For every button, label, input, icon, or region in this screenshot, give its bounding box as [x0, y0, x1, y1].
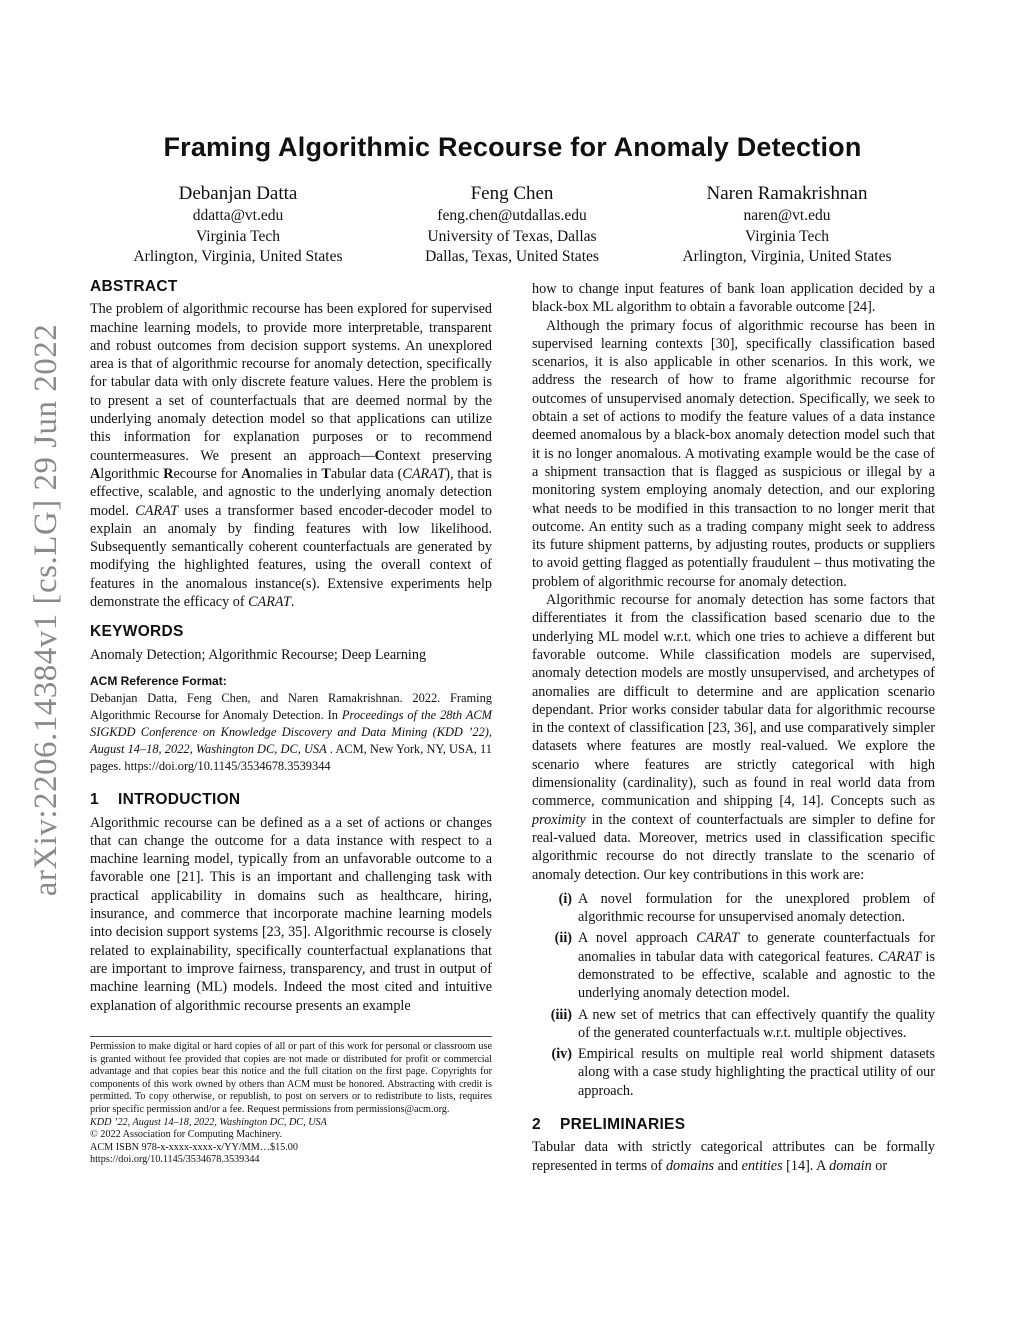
acm-reference-heading: ACM Reference Format:: [90, 673, 227, 688]
acronym-letter: T: [321, 465, 331, 482]
copyright-line: © 2022 Association for Computing Machinery.: [90, 1129, 283, 1141]
abstract-sentence: The problem of algorithmic recourse has been explored for supervised machine learning models, to provide more interpretable, transparent and robust outcomes from decision support systems. An unexplored area is that of algorithmic recourse for anomaly detection, specifically for tabular data with only discrete feature values. Here the problem is to present a set of counterfactuals that are deemed normal by the underlying anomaly detection model so that applications can utilize this information for explanation purposes or to recommend countermeasures. We present an approach—: [90, 301, 492, 464]
emphasized-term: domains: [665, 1157, 715, 1174]
conference-line: KDD ’22, August 14–18, 2022, Washington DC, DC, USA: [90, 1116, 327, 1128]
intro-paragraph: Although the primary focus of algorithmic recourse has been in supervised learning contexts [30], specifically classification based scenarios, it is also applicable in other scenarios. In this work, we address the research of how to frame algorithmic recourse for outcomes of unsupervised anomaly detection. Specifically, we seek to obtain a set of actions to modify the feature values of a data instance deemed anomalous by a black-box anomaly detection model such that it is no longer anomalous. A motivating example would be the case of a shipment transaction that is flagged as suspicious or illegal by a monitoring system employing anomaly detection, and our exploring what needs to be modified in this transaction to no longer merit that outcome. An entity such as a trading company might seek to address its future shipment patterns, by adjusting routes, products or suppliers to avoid getting flagged as potentially fraudulent – thus motivating the problem of algorithmic recourse for anomaly detection.: [532, 317, 935, 590]
acronym-letter: R: [163, 465, 174, 482]
author-name: Debanjan Datta: [178, 183, 298, 204]
list-item-text: [578, 929, 935, 1002]
method-name: CARAT: [878, 948, 921, 965]
author-location: Arlington, Virginia, United States: [133, 248, 343, 265]
permission-notice: Permission to make digital or hard copies of all or part of this work for personal or classroom use is granted without fee provided that copies are not made or distributed for profit or commercial advantage and that copies bear this notice and the full citation on the first page. Copyrights for components of this work owned by others than ACM must be honored. Abstracting with credit is permitted. To copy otherwise, or republish, to post on servers or to redistribute to lists, requires prior specific permission and/or a fee. Request permissions from permissions@acm.org.: [90, 1041, 492, 1115]
list-item: [532, 1006, 935, 1043]
abstract-sentence: ), that is effective, scalable, and agnostic to the underlying anomaly detection model.: [90, 465, 492, 519]
acronym-word: ontext preserving: [384, 447, 493, 464]
list-item-text: A novel formulation for the unexplored problem of algorithmic recourse for unsupervised anomaly detection.: [578, 890, 935, 926]
preliminaries-paragraph: [532, 1138, 935, 1175]
acronym-letter: A: [241, 465, 252, 482]
author-affiliation: Virginia Tech: [196, 227, 280, 245]
right-column: [532, 280, 935, 1175]
paragraph-part: [14]. A: [782, 1157, 830, 1174]
list-marker: (i): [558, 890, 572, 907]
paragraph-part: or: [871, 1157, 888, 1174]
list-marker: (iii): [550, 1006, 572, 1023]
method-name: CARAT: [402, 465, 446, 482]
method-name: CARAT: [696, 930, 740, 947]
author-email[interactable]: ddatta@vt.edu: [192, 207, 284, 224]
contributions-list: [532, 890, 935, 1100]
abstract-text: [90, 300, 492, 611]
author-email[interactable]: naren@vt.edu: [743, 207, 831, 224]
list-item-text: A new set of metrics that can effectively quantify the quality of the generated counterfactuals w.r.t. multiple objectives.: [578, 1006, 935, 1041]
section-number: 2: [532, 1116, 541, 1134]
abstract-heading: ABSTRACT: [90, 278, 178, 295]
section-title: INTRODUCTION: [118, 791, 241, 809]
left-column: [90, 278, 492, 1015]
emphasized-term: domain: [829, 1157, 872, 1174]
list-marker: (ii): [554, 930, 572, 947]
list-item-text: Empirical results on multiple real world shipment datasets along with a case study highlighting the practical utility of our approach.: [578, 1046, 935, 1099]
list-item-part: is demonstrated to be effective, scalable and agnostic to the underlying anomaly detection model.: [578, 948, 935, 1002]
list-item: [532, 929, 935, 1002]
acm-reference-part: Debanjan Datta, Feng Chen, and Naren Ramakrishnan. 2022. Framing Algorithmic Recourse for Anomaly Detection. In: [90, 691, 492, 723]
author-location: Arlington, Virginia, United States: [682, 248, 892, 265]
paragraph-part: in the context of counterfactuals are simpler to define for real-valued data. Moreover, metrics used in classification specific algorithmic recourse do not directly translate to the scenario of anomaly detection. Our key contributions in this work are:: [532, 811, 935, 883]
author-email[interactable]: feng.chen@utdallas.edu: [437, 207, 587, 224]
acm-reference-venue: Proceedings of the 28th ACM SIGKDD Conference on Knowledge Discovery and Data Mining (KDD ’22), August 14–18, 2022, Washington DC, DC, USA: [90, 708, 492, 757]
method-name: CARAT: [248, 594, 291, 611]
author-block: [367, 182, 657, 268]
acronym-word: ecourse for: [173, 465, 242, 482]
intro-continuation: how to change input features of bank loan application decided by a black-box ML algorithm to obtain a favorable outcome [24].: [532, 281, 935, 316]
author-name: Feng Chen: [470, 183, 554, 204]
copyright-footnote: [90, 1036, 492, 1167]
abstract-sentence: uses a transformer based encoder-decoder model to explain an anomaly by finding features with low likelihood. Subsequently semantically coherent counterfactuals are generated by modifying the highlighted features, using the overall context of features in the anomalous instance(s). Extensive experiments help demonstrate the efficacy of: [90, 502, 492, 611]
acm-reference-part: . ACM, New York, NY, USA, 11 pages. https://doi.org/10.1145/3534678.3539344: [90, 742, 492, 774]
abstract-sentence: .: [290, 594, 295, 611]
keywords-text: Anomaly Detection; Algorithmic Recourse; Deep Learning: [90, 646, 427, 663]
section-number: 1: [90, 791, 99, 809]
introduction-heading: [90, 791, 492, 809]
list-item: [532, 1045, 935, 1100]
author-affiliation: Virginia Tech: [745, 227, 829, 245]
isbn-line: ACM ISBN 978-x-xxxx-xxxx-x/YY/MM…$15.00: [90, 1141, 298, 1153]
paragraph-part: and: [714, 1157, 742, 1174]
arxiv-identifier-stamp[interactable]: arXiv:2206.14384v1 [cs.LG] 29 Jun 2022: [27, 323, 64, 897]
author-block: [642, 182, 932, 268]
acronym-word: nomalies in: [251, 465, 322, 482]
author-name: Naren Ramakrishnan: [706, 183, 868, 204]
list-item-part: A novel approach: [578, 930, 697, 947]
author-location: Dallas, Texas, United States: [425, 248, 599, 265]
acronym-word: lgorithmic: [100, 465, 164, 482]
list-item-part: to generate counterfactuals for anomalies in tabular data with categorical features.: [578, 930, 935, 965]
paper-title: Framing Algorithmic Recourse for Anomaly Detection: [163, 132, 862, 162]
doi-link[interactable]: https://doi.org/10.1145/3534678.3539344: [90, 1154, 260, 1166]
acronym-letter: A: [90, 465, 101, 482]
list-item: [532, 890, 935, 927]
section-title: PRELIMINARIES: [560, 1116, 686, 1134]
intro-paragraph: [532, 591, 935, 884]
method-name: CARAT: [135, 502, 179, 519]
author-affiliation: University of Texas, Dallas: [427, 227, 597, 245]
paragraph-part: Algorithmic recourse for anomaly detection has some factors that differentiates it from the classification based scenario due to the underlying ML model w.r.t. which one tries to achieve a different but favorable outcome. While classification models are supervised, anomaly detection models are mostly unsupervised, and archetypes of anomalies are difficult to determine and are application scenario dependant. Prior works consider tabular data for algorithmic recourse in the context of classification [23, 36], and use comparatively simpler datasets where features are mostly real-valued. We explore the scenario where features are strictly categorical with high dimensionality (cardinality), such as found in real world data from commerce, communication and shipping [4, 14]. Concepts such as: [532, 592, 935, 810]
acronym-letter: C: [374, 447, 385, 464]
acronym-word: abular data (: [330, 465, 403, 482]
emphasized-term: proximity: [532, 811, 586, 828]
introduction-paragraph: Algorithmic recourse can be defined as a a set of actions or changes that can change the outcome for a data instance with respect to a machine learning model, typically from an unfavorable outcome to a favorable one [21]. This is an important and challenging task with practical applicability in domains such as healthcare, hiring, insurance, and commerce that incorporate machine learning models into decision support systems [23, 35]. Algorithmic recourse is closely related to explainability, specifically counterfactual explanations that are important to improve fairness, transparency, and trust in output of machine learning (ML) models. Indeed the most cited and intuitive explanation of algorithmic recourse presents an example: [90, 814, 492, 1014]
author-block: [93, 182, 383, 268]
preliminaries-heading: [532, 1116, 935, 1134]
emphasized-term: entities: [741, 1157, 783, 1174]
paragraph-part: Tabular data with strictly categorical attributes can be formally represented in terms of: [532, 1139, 935, 1174]
acm-reference-text: [90, 690, 492, 775]
keywords-heading: KEYWORDS: [90, 623, 184, 641]
list-marker: (iv): [551, 1046, 572, 1063]
